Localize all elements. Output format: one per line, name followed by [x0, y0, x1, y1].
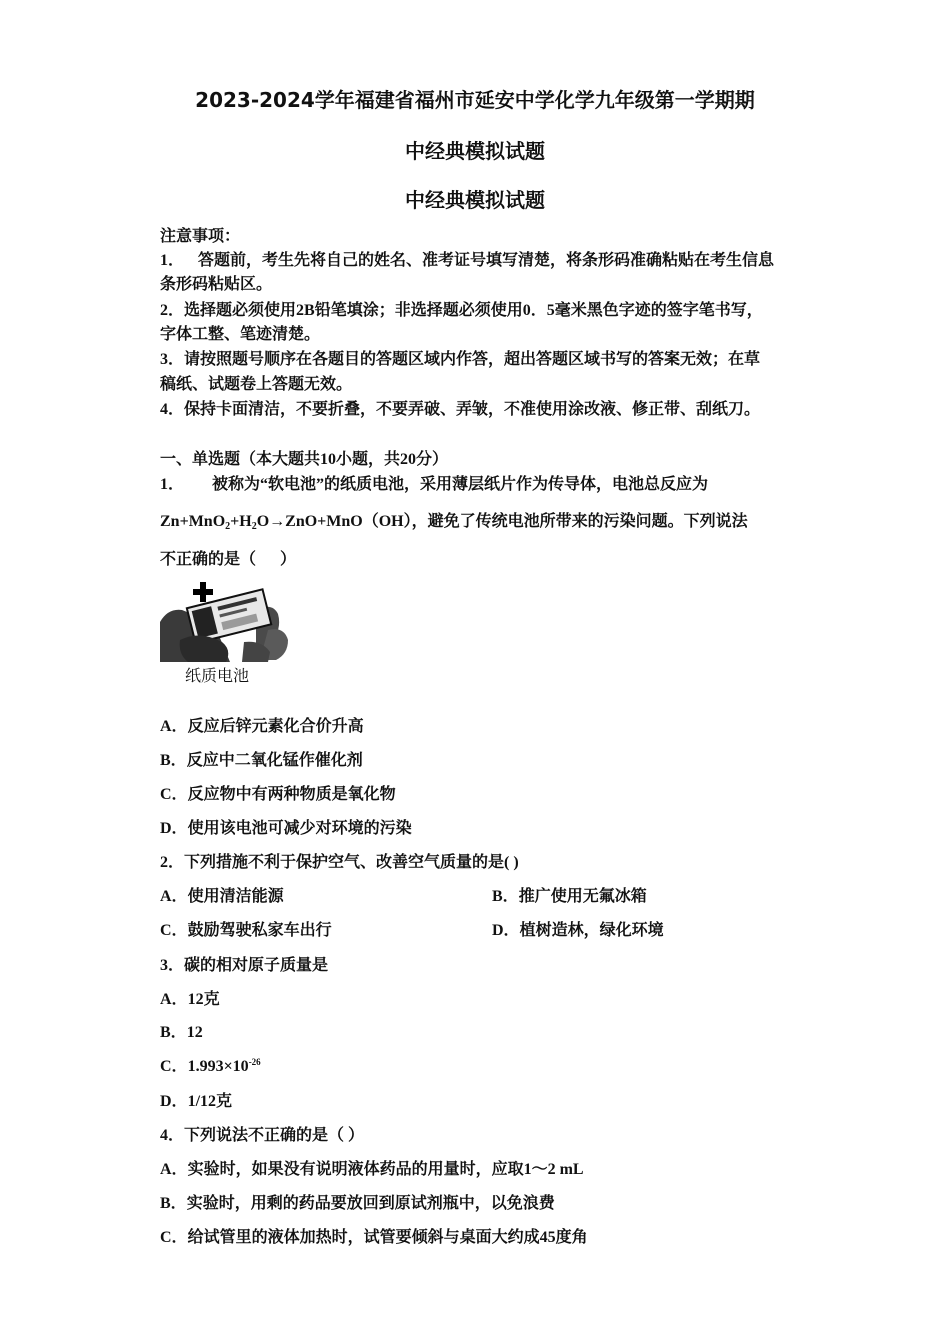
question-2-stem — [160, 851, 800, 875]
question-3-option-b — [160, 1021, 800, 1045]
option-text: 使用该电池可减少对环境的污染 — [187, 820, 412, 837]
notice-heading: 注意事项： — [160, 228, 241, 245]
question-2-option-c — [160, 919, 480, 943]
notice-item-number: 4． — [160, 401, 185, 418]
option-text: 反应后锌元素化合价升高 — [187, 718, 364, 735]
notice-item-number: 2． — [160, 302, 185, 319]
document-title-line-3: 中经典模拟试题 — [405, 188, 545, 212]
option-label: B． — [160, 1024, 187, 1041]
question-1-option-d — [160, 817, 800, 841]
option-text: 给试管里的液体加热时，试管要倾斜与桌面大约成45度角 — [187, 1229, 588, 1246]
question-1-formula-line — [160, 510, 800, 534]
question-stem-text: 下列措施不利于保护空气、改善空气质量的是( ) — [184, 854, 519, 871]
section-heading: 一、单选题（本大题共10小题，共20分） — [160, 451, 449, 468]
option-label: D． — [160, 1093, 188, 1110]
option-label: C． — [160, 922, 188, 939]
notice-item-1-line-2: 条形码粘贴区。 — [160, 276, 273, 293]
notice-item-3-line-1 — [160, 348, 800, 372]
question-1-option-a — [160, 715, 800, 739]
formula-subscript: 2 — [251, 521, 257, 532]
formula-part: O→ZnO+MnO（OH），避免了传统电池所带来的污染问题。下列说法 — [256, 513, 748, 530]
paper-battery-photo — [160, 580, 292, 662]
option-text: 植树造林，绿化环境 — [519, 922, 664, 939]
option-text: 实验时，用剩的药品要放回到原试剂瓶中，以免浪费 — [186, 1195, 555, 1212]
question-3-option-d — [160, 1090, 800, 1114]
notice-item-1-line-1 — [160, 249, 800, 273]
option-text: 12克 — [187, 991, 220, 1008]
option-label: D． — [492, 922, 520, 939]
paper-battery-image — [160, 580, 292, 662]
question-number: 1． — [160, 476, 185, 493]
document-title-line-1: 2023-2024学年福建省福州市延安中学化学九年级第一学期期 — [195, 88, 755, 112]
document-title-line-2: 中经典模拟试题 — [405, 139, 545, 163]
question-stem-text: 碳的相对原子质量是 — [184, 957, 329, 974]
option-label: C． — [160, 786, 188, 803]
option-superscript: -26 — [248, 1057, 261, 1067]
question-3-stem — [160, 954, 800, 978]
question-1-option-c — [160, 783, 800, 807]
option-label: B． — [160, 1195, 187, 1212]
notice-item-2-line-2: 字体工整、笔迹清楚。 — [160, 326, 321, 343]
question-4-option-a — [160, 1158, 800, 1182]
option-text: 1.993×10 — [187, 1058, 249, 1075]
option-text: 推广使用无氟冰箱 — [518, 888, 647, 905]
question-4-option-b — [160, 1192, 800, 1216]
question-2-option-b — [492, 885, 932, 909]
option-label: B． — [492, 888, 519, 905]
question-2-option-a — [160, 885, 480, 909]
figure-caption: 纸质电池 — [185, 666, 250, 685]
question-number: 2． — [160, 854, 185, 871]
notice-item-text: 答题前，考生先将自己的姓名、准考证号填写清楚，将条形码准确粘贴在考生信息 — [198, 252, 775, 269]
option-label: A． — [160, 718, 188, 735]
option-label: D． — [160, 820, 188, 837]
option-text: 使用清洁能源 — [187, 888, 284, 905]
question-number: 3． — [160, 957, 185, 974]
notice-item-number: 1． — [160, 252, 185, 269]
question-4-stem — [160, 1124, 800, 1148]
formula-part: +H — [230, 513, 252, 530]
option-label: A． — [160, 991, 188, 1008]
question-3-option-a — [160, 988, 800, 1012]
option-label: A． — [160, 1161, 188, 1178]
option-text: 鼓励驾驶私家车出行 — [187, 922, 332, 939]
option-text: 1/12克 — [187, 1093, 233, 1110]
option-text: 实验时，如果没有说明液体药品的用量时，应取1～2 mL — [187, 1161, 584, 1178]
question-1-stem-line-3: 不正确的是（ ） — [160, 551, 297, 568]
option-label: B． — [160, 752, 187, 769]
option-label: A． — [160, 888, 188, 905]
question-number: 4． — [160, 1127, 185, 1144]
notice-item-3-line-2: 稿纸、试题卷上答题无效。 — [160, 376, 353, 393]
question-2-option-d — [492, 919, 932, 943]
option-label: C． — [160, 1229, 188, 1246]
formula-subscript: 2 — [225, 521, 231, 532]
question-4-option-c — [160, 1226, 800, 1250]
option-text: 反应中二氧化锰作催化剂 — [186, 752, 363, 769]
notice-item-number: 3． — [160, 351, 185, 368]
question-1-option-b — [160, 749, 800, 773]
option-text: 12 — [186, 1024, 203, 1041]
notice-item-4-line-1 — [160, 398, 800, 422]
option-label: C． — [160, 1058, 188, 1075]
question-stem-text: 下列说法不正确的是（ ） — [184, 1127, 365, 1144]
question-stem-text: 被称为“软电池”的纸质电池，采用薄层纸片作为传导体，电池总反应为 — [212, 476, 709, 493]
formula-part: Zn+MnO — [160, 513, 226, 530]
question-3-option-c — [160, 1055, 800, 1079]
notice-item-text: 选择题必须使用2B铅笔填涂；非选择题必须使用0．5毫米黑色字迹的签字笔书写， — [184, 302, 763, 319]
notice-item-text: 保持卡面清洁，不要折叠，不要弄破、弄皱，不准使用涂改液、修正带、刮纸刀。 — [184, 401, 761, 418]
option-text: 反应物中有两种物质是氧化物 — [187, 786, 396, 803]
question-1-stem-line-1 — [160, 473, 800, 497]
notice-item-text: 请按照题号顺序在各题目的答题区域内作答，超出答题区域书写的答案无效；在草 — [184, 351, 761, 368]
notice-item-2-line-1 — [160, 299, 800, 323]
